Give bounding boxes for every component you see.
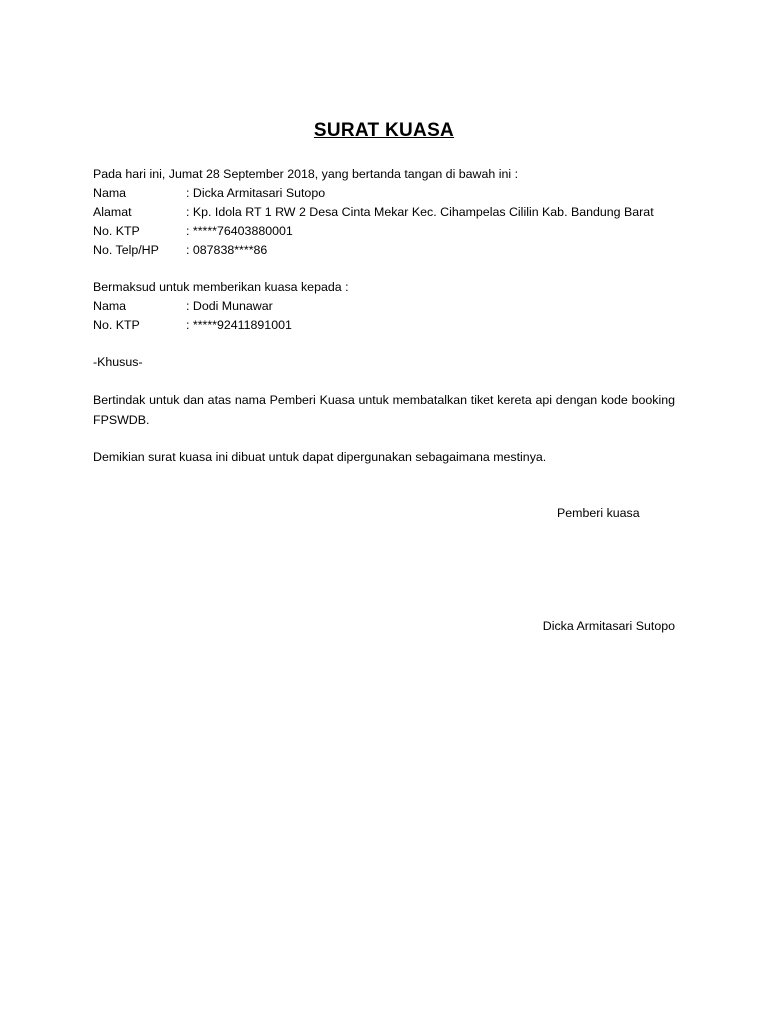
- grantee-name-row: [93, 297, 273, 316]
- grantee-ktp-row: [93, 316, 292, 335]
- intent-line: Bermaksud untuk memberikan kuasa kepada :: [93, 280, 349, 294]
- grantee-ktp-value: : *****92411891001: [186, 318, 292, 332]
- grantor-ktp-value: : *****76403880001: [186, 224, 293, 238]
- grantor-phone-label: No. Telp/HP: [93, 243, 159, 257]
- closing-line: Demikian surat kuasa ini dibuat untuk dapat dipergunakan sebagaimana mestinya.: [93, 450, 547, 464]
- grantor-address-label: Alamat: [93, 205, 132, 219]
- grantor-address-row: [93, 203, 654, 222]
- special-line: -Khusus-: [93, 355, 143, 369]
- grantee-name-value: : Dodi Munawar: [186, 299, 273, 313]
- grantor-ktp-label: No. KTP: [93, 224, 140, 238]
- signature-name: Dicka Armitasari Sutopo: [542, 619, 675, 633]
- action-paragraph: Bertindak untuk dan atas nama Pemberi Kuasa untuk membatalkan tiket kereta api dengan kode booking FPSWDB.: [93, 393, 675, 427]
- grantor-address-value: : Kp. Idola RT 1 RW 2 Desa Cinta Mekar Kec. Cihampelas Cililin Kab. Bandung Barat: [186, 205, 654, 219]
- grantor-phone-row: [93, 241, 267, 260]
- grantee-ktp-label: No. KTP: [93, 318, 140, 332]
- grantee-name-label: Nama: [93, 299, 127, 313]
- grantor-name-value: : Dicka Armitasari Sutopo: [186, 186, 326, 200]
- grantor-ktp-row: [93, 222, 293, 241]
- grantor-name-row: [93, 184, 325, 203]
- intro-line: Pada hari ini, Jumat 28 September 2018, yang bertanda tangan di bawah ini :: [93, 167, 519, 181]
- grantor-phone-value: : 087838****86: [186, 243, 268, 257]
- signature-caption: Pemberi kuasa: [557, 506, 640, 520]
- document-title: SURAT KUASA: [313, 120, 455, 141]
- grantor-name-label: Nama: [93, 186, 127, 200]
